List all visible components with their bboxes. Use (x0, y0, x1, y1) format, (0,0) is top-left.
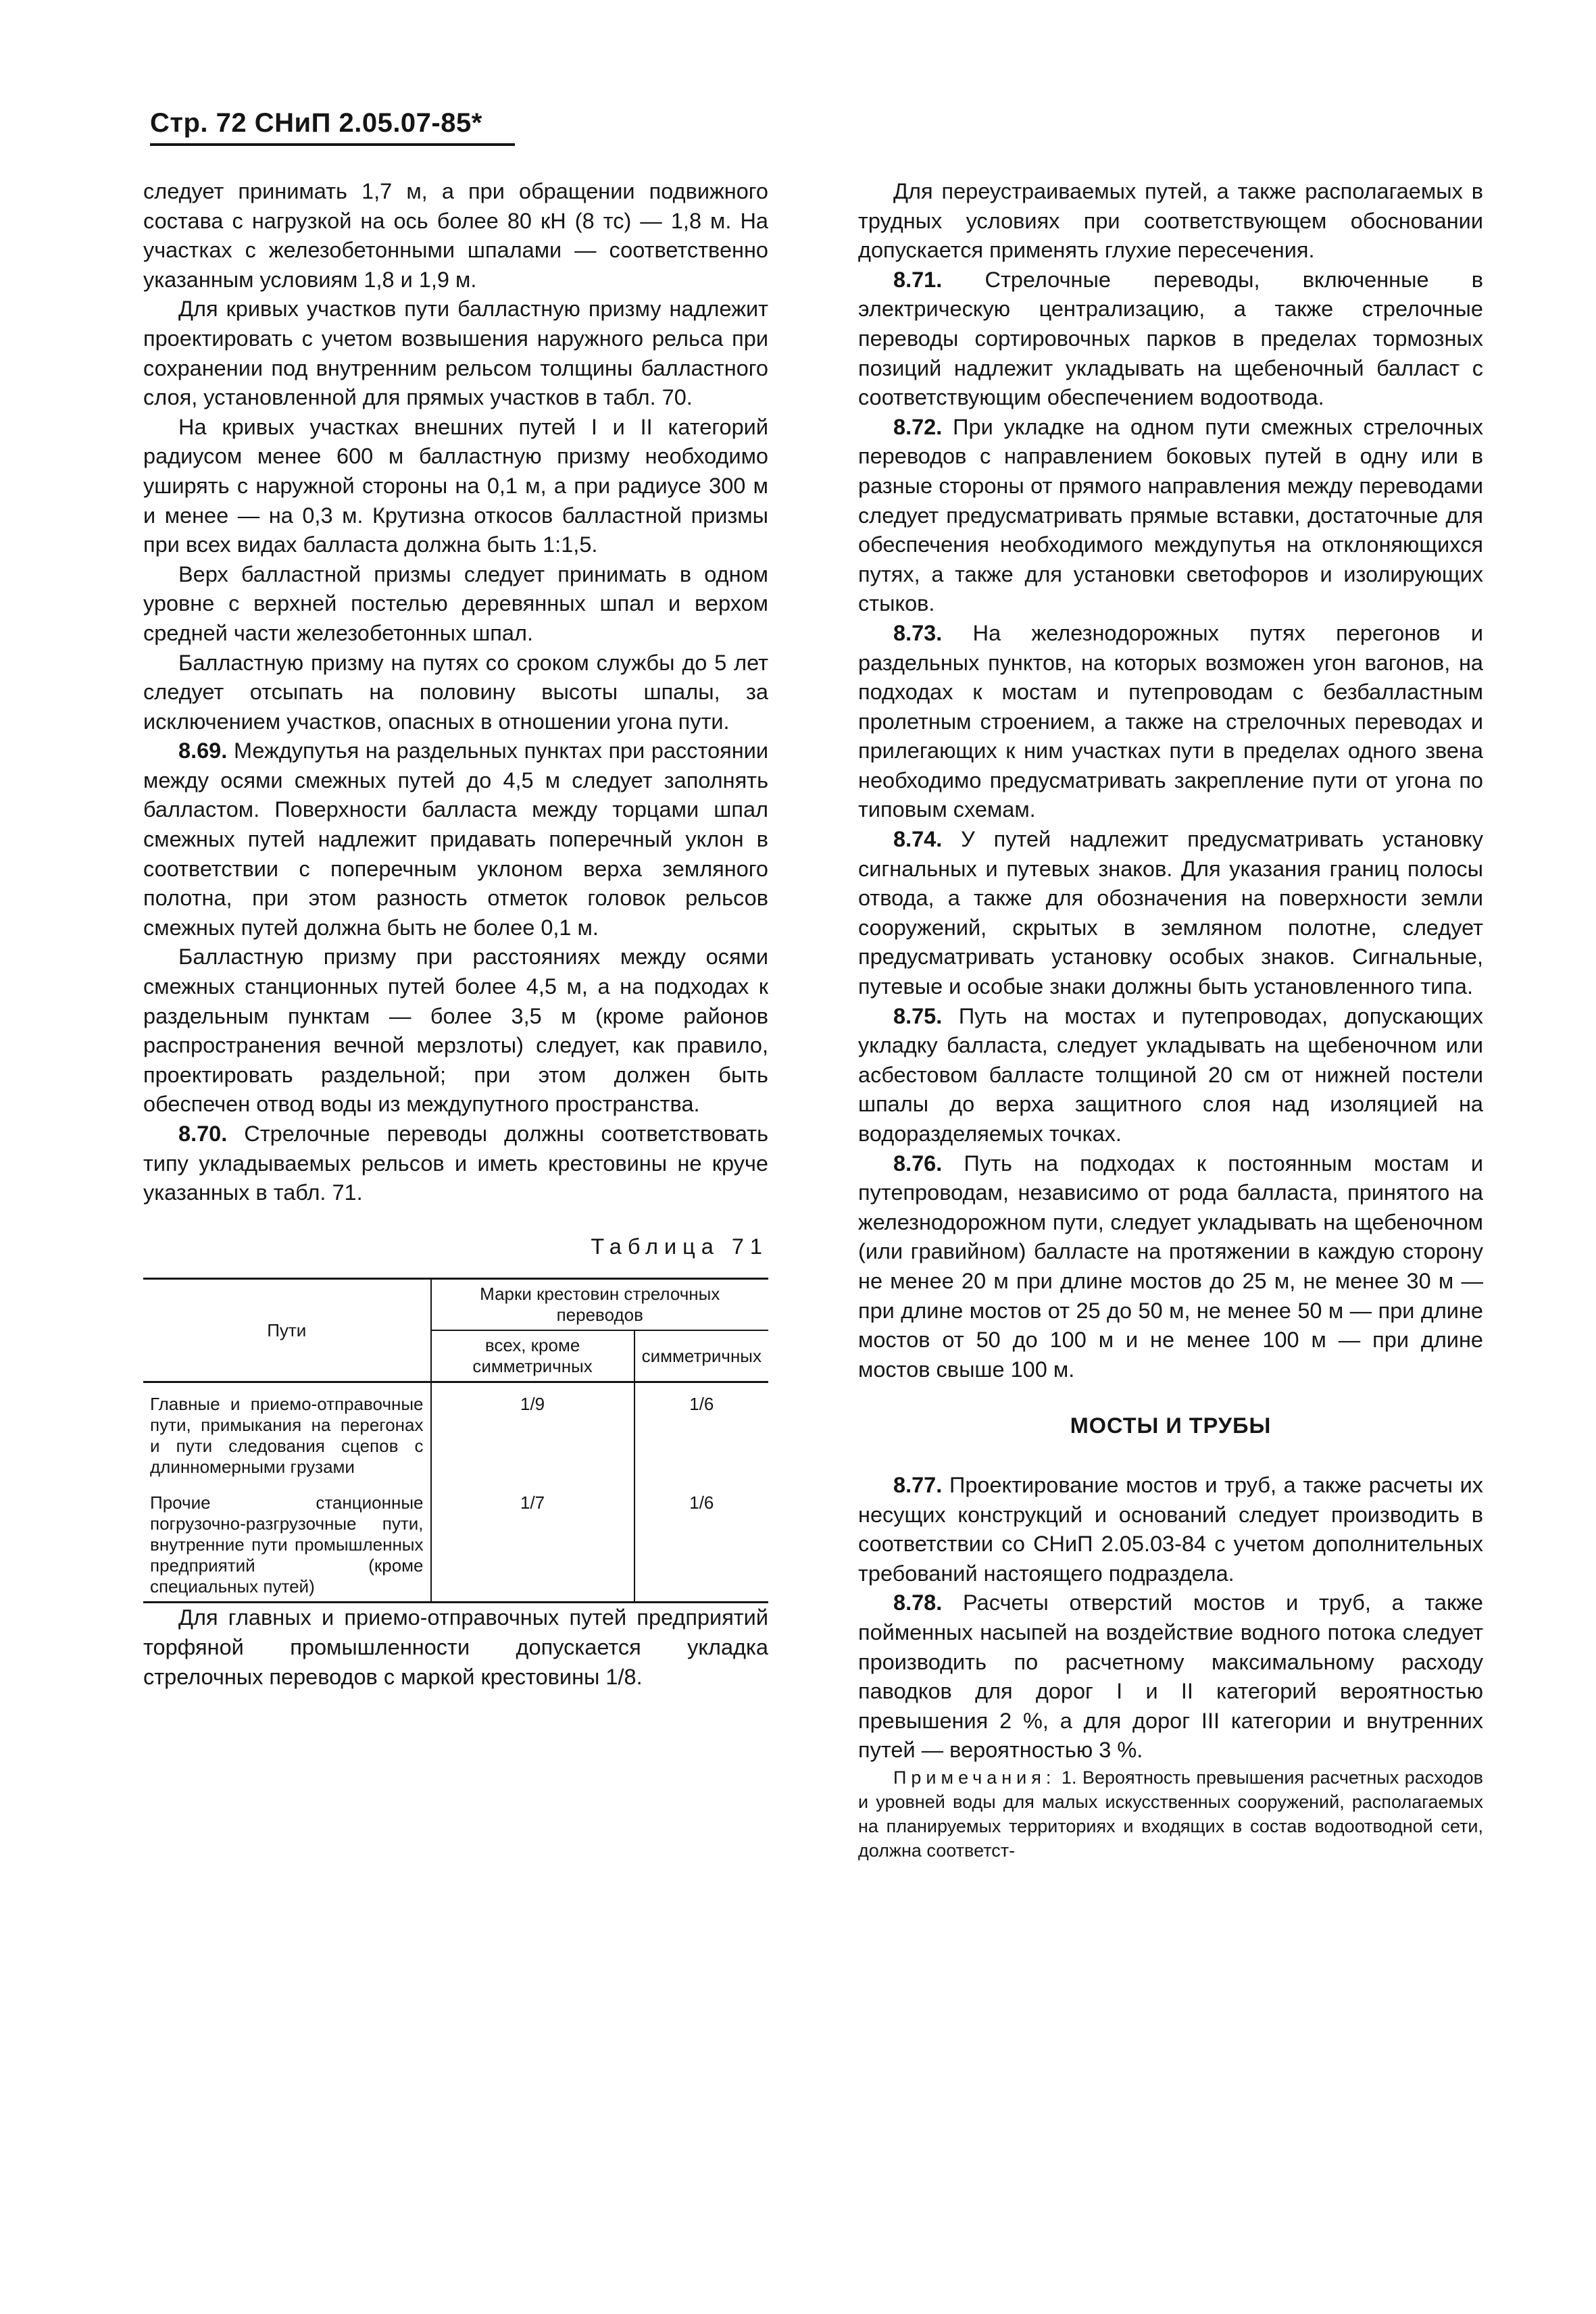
note (858, 1765, 1483, 1863)
paragraph (858, 1149, 1483, 1385)
paragraph (143, 1120, 768, 1208)
clause-number: 8.75. (893, 1003, 943, 1028)
paragraph (858, 1002, 1483, 1149)
paragraph-text: следует принимать 1,7 м, а при обращении подвижного состава с нагрузкой на ось более 80 кН (8 тс) — 1,8 м. На участках с железобетонными шпалами — соответственно указанным условиям 1,8 и 1,9 м. (143, 179, 768, 292)
paragraph-text: Междупутья на раздельных пунктах при расстоянии между осями смежных путей до 4,5 м следует заполнять балластом. Поверхности балласта между торцами шпал смежных путей надлежит придавать поперечный уклон в соответствии с поперечным уклоном верха земляного полотна, при этом разность отметок головок рельсов смежных путей должна быть не более 0,1 м. (143, 738, 769, 940)
table-row (143, 1482, 768, 1603)
paragraph (143, 560, 768, 649)
paragraph (858, 266, 1483, 413)
row-value-symmetric: 1/6 (689, 1394, 714, 1415)
clause-number: 8.78. (893, 1590, 943, 1615)
page-header: Стр. 72 СНиП 2.05.07-85* (150, 108, 482, 138)
clause-number: 8.72. (893, 414, 943, 439)
note-text: 1. Вероятность превышения расчетных расходов и уровней воды для малых искусственных сооружений, располагаемых на планируемых территориях и входящих в состав водоотводной сети, должна соответст- (858, 1767, 1483, 1861)
paragraph (858, 1588, 1483, 1765)
paragraph-text: Верх балластной призмы следует принимать в одном уровне с верхней постелью деревянных шпал и верхом средней части железобетонных шпал. (143, 561, 768, 645)
paragraph-text: Путь на подходах к постоянным мостам и путепроводам, независимо от рода балласта, принятого на железнодорожном пути, следует укладывать на щебеночном (или гравийном) балласте на протяжении в каждую сторону не менее 20 м при длине мостов до 25 м, не менее 30 м — при длине мостов от 25 до 50 м, не менее 50 м — при длине мостов от 50 до 100 м и не менее 100 м — при длине мостов свыше 100 м. (858, 1151, 1483, 1382)
row-value-symmetric: 1/6 (634, 1482, 768, 1603)
clause-number: 8.71. (893, 267, 943, 292)
right-column (858, 177, 1483, 1863)
paragraph (143, 649, 768, 737)
section-heading: МОСТЫ И ТРУБЫ (1070, 1413, 1272, 1438)
paragraph (143, 413, 768, 560)
paragraph (858, 177, 1483, 266)
table-row (143, 1382, 768, 1482)
paragraph (143, 177, 768, 295)
paragraph (143, 736, 768, 942)
paragraph (858, 825, 1483, 1002)
table-caption: Таблица 71 (591, 1234, 768, 1259)
header-rule (150, 143, 515, 146)
note-label: Примечания: (893, 1767, 1056, 1788)
right-paragraphs (858, 177, 1483, 1384)
paragraph-text: Балластную призму на путях со сроком службы до 5 лет следует отсыпать на половину высоты шпалы, за исключением участков, опасных в отношении угона пути. (143, 650, 768, 734)
row-name: Прочие станционные погрузочно-разгрузочные пути, внутренние пути промышленных предприятий (кроме специальных путей) (143, 1482, 431, 1603)
col-header-group: Марки крестовин стрелочных переводов (431, 1279, 769, 1331)
left-column (143, 177, 768, 1692)
paragraph (858, 619, 1483, 825)
clause-number: 8.76. (893, 1151, 943, 1176)
row-value-all: 1/9 (431, 1382, 634, 1482)
paragraph-text: Для кривых участков пути балластную призму надлежит проектировать с учетом возвышения наружного рельса при сохранении под внутренним рельсом толщины балластного слоя, установленной для прямых участков в табл. 70. (143, 297, 768, 410)
paragraph (858, 413, 1483, 619)
left-paragraphs (143, 177, 768, 1208)
table-71 (143, 1278, 768, 1603)
paragraph (143, 942, 768, 1120)
paragraph-text: При укладке на одном пути смежных стрелочных переводов с направлением боковых путей в одну или в разные стороны от прямого направления между переводами следует предусматривать прямые вставки, достаточные для обеспечения необходимого междупутья на отклоняющихся путях, а также для установки светофоров и изолирующих стыков. (858, 414, 1484, 616)
paragraph-text: Стрелочные переводы должны соответствовать типу укладываемых рельсов и иметь крестовины не круче указанных в табл. 71. (143, 1122, 768, 1205)
paragraph-text: Стрелочные переводы, включенные в электрическую централизацию, а также стрелочные переводы сортировочных парков в пределах тормозных позиций надлежит укладывать на щебеночный балласт с соответствующим обеспечением водоотвода. (858, 267, 1483, 410)
clause-number: 8.70. (178, 1122, 228, 1146)
paragraph-text: Расчеты отверстий мостов и труб, а также пойменных насыпей на воздействие водного потока следует производить по расчетному максимальному расходу паводков для дорог I и II категорий вероятностью превышения 2 %, а для дорог III категории и внутренних путей — вероятностью 3 %. (858, 1590, 1483, 1763)
paragraph (143, 295, 768, 412)
paragraph-text: На кривых участках внешних путей I и II категорий радиусом менее 600 м балластную призму необходимо уширять с наружной стороны на 0,1 м, а при радиусе 300 м и менее — на 0,3 м. Крутизна откосов балластной призмы при всех видах балласта должна быть 1:1,5. (143, 414, 768, 557)
paragraph-text: Путь на мостах и путепроводах, допускающих укладку балласта, следует укладывать на щебеночном или асбестовом балласте толщиной 20 см от нижней постели шпалы до верха защитного слоя над изоляцией на водоразделяемых точках. (858, 1003, 1484, 1146)
paragraph-text: Балластную призму при расстояниях между осями смежных станционных путей более 4,5 м, а на подходах к раздельным пунктам — более 3,5 м (кроме районов распространения вечной мерзлоты) следует, как правило, проектировать раздельной; при этом должен быть обеспечен отвод воды из междупутного пространства. (143, 945, 768, 1117)
paragraph-text: Проектирование мостов и труб, а также расчеты их несущих конструкций и оснований следует производить в соответствии со СНиП 2.05.03-84 с учетом дополнительных требований настоящего подраздела. (858, 1472, 1483, 1586)
after-table-paragraph: Для главных и приемо-отправочных путей предприятий торфяной промышленности допускается укладка стрелочных переводов с маркой крестовины 1/8. (143, 1605, 768, 1689)
col-header-paths: Пути (143, 1279, 431, 1382)
paragraph-text: Для переустраиваемых путей, а также располагаемых в трудных условиях при соответствующем обосновании допускается применять глухие пересечения. (858, 179, 1483, 263)
clause-number: 8.74. (893, 827, 943, 852)
clause-number: 8.73. (893, 620, 943, 645)
paragraph-text: У путей надлежит предусматривать установку сигнальных и путевых знаков. Для указания границ полосы отвода, а также для обозначения на поверхности земли сооружений, скрытых в земляном полотне, следует предусматривать установку особых знаков. Сигнальные, путевые и особые знаки должны быть установленного типа. (858, 827, 1483, 999)
paragraph-text: На железнодорожных путях перегонов и раздельных пунктов, на которых возможен угон вагонов, на подходах к мостам и путепроводам с безбалластным пролетным строением, а также на стрелочных переводах и прилегающих к ним участках пути в пределах одного звена необходимо предусматривать закрепление пути от угона по типовым схемам. (858, 620, 1483, 822)
clause-number: 8.77. (893, 1472, 943, 1497)
row-name: Главные и приемо-отправочные пути, примыкания на перегонах и пути следования сцепов с длинномерными грузами (143, 1382, 431, 1482)
paragraph (858, 1471, 1483, 1588)
col-header-sub1: всех, кроме симметричных (431, 1330, 634, 1382)
clause-number: 8.69. (178, 738, 228, 763)
col-header-sub2: симметричных (634, 1330, 768, 1382)
right-paragraphs-after (858, 1471, 1483, 1765)
row-value-all: 1/7 (431, 1482, 634, 1603)
